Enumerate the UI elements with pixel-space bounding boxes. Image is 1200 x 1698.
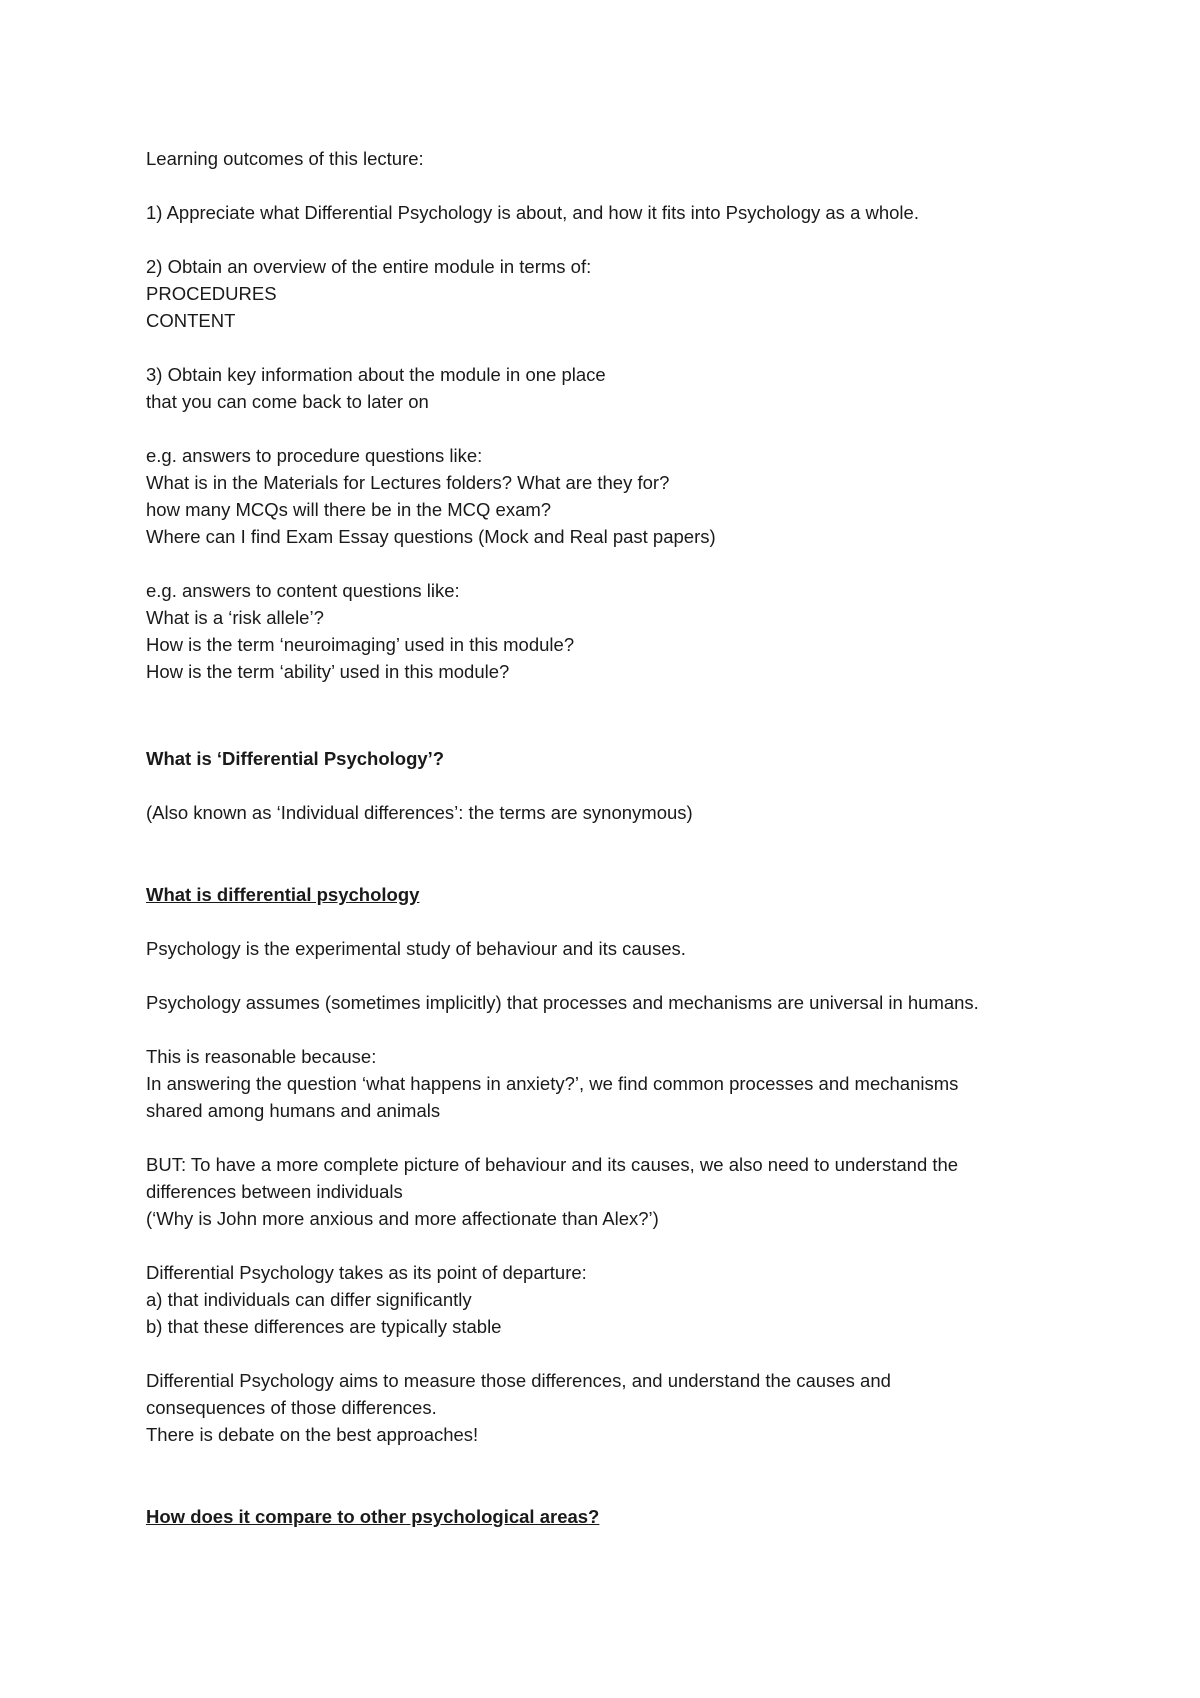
paragraph-4-line-2: differences between individuals <box>146 1181 403 1202</box>
paragraph-1: Psychology is the experimental study of behaviour and its causes. <box>146 938 686 959</box>
content-questions-intro: e.g. answers to content questions like: <box>146 580 460 601</box>
paragraph-3-line-3: shared among humans and animals <box>146 1100 441 1121</box>
content-question-3: How is the term ‘ability’ used in this module? <box>146 661 510 682</box>
paragraph-5-line-2: a) that individuals can differ significantly <box>146 1289 472 1310</box>
procedure-question-1: What is in the Materials for Lectures folders? What are they for? <box>146 472 670 493</box>
procedure-question-2: how many MCQs will there be in the MCQ exam? <box>146 499 552 520</box>
paragraph-5-line-1: Differential Psychology takes as its point of departure: <box>146 1262 587 1283</box>
outcome-item-3-line-2: that you can come back to later on <box>146 391 429 412</box>
paragraph-5-line-3: b) that these differences are typically stable <box>146 1316 502 1337</box>
outcome-item-2-procedures: PROCEDURES <box>146 283 277 304</box>
outcome-item-1: 1) Appreciate what Differential Psychology is about, and how it fits into Psychology as a whole. <box>146 202 919 223</box>
outcome-item-2: 2) Obtain an overview of the entire module in terms of: <box>146 256 592 277</box>
content-question-2: How is the term ‘neuroimaging’ used in this module? <box>146 634 575 655</box>
paragraph-4-line-1: BUT: To have a more complete picture of behaviour and its causes, we also need to understand the <box>146 1154 959 1175</box>
outcome-item-3-line-1: 3) Obtain key information about the module in one place <box>146 364 606 385</box>
paragraph-6-line-2: consequences of those differences. <box>146 1397 437 1418</box>
paragraph-6-line-3: There is debate on the best approaches! <box>146 1424 479 1445</box>
procedure-questions-intro: e.g. answers to procedure questions like: <box>146 445 483 466</box>
paragraph-6-line-1: Differential Psychology aims to measure those differences, and understand the causes and <box>146 1370 891 1391</box>
section-heading-differential-psychology: What is ‘Differential Psychology’? <box>146 748 445 769</box>
paragraph-3-line-2: In answering the question ‘what happens in anxiety?’, we find common processes and mechanisms <box>146 1073 959 1094</box>
section-heading-what-is: What is differential psychology <box>146 884 420 905</box>
section-heading-comparison: How does it compare to other psychological areas? <box>146 1506 600 1527</box>
paragraph-2: Psychology assumes (sometimes implicitly) that processes and mechanisms are universal in humans. <box>146 992 979 1013</box>
paragraph-3-line-1: This is reasonable because: <box>146 1046 377 1067</box>
outcomes-heading: Learning outcomes of this lecture: <box>146 148 424 169</box>
section-note-synonyms: (Also known as ‘Individual differences’: the terms are synonymous) <box>146 802 693 823</box>
procedure-question-3: Where can I find Exam Essay questions (Mock and Real past papers) <box>146 526 716 547</box>
paragraph-4-line-3: (‘Why is John more anxious and more affectionate than Alex?’) <box>146 1208 659 1229</box>
outcome-item-2-content: CONTENT <box>146 310 236 331</box>
content-question-1: What is a ‘risk allele’? <box>146 607 324 628</box>
